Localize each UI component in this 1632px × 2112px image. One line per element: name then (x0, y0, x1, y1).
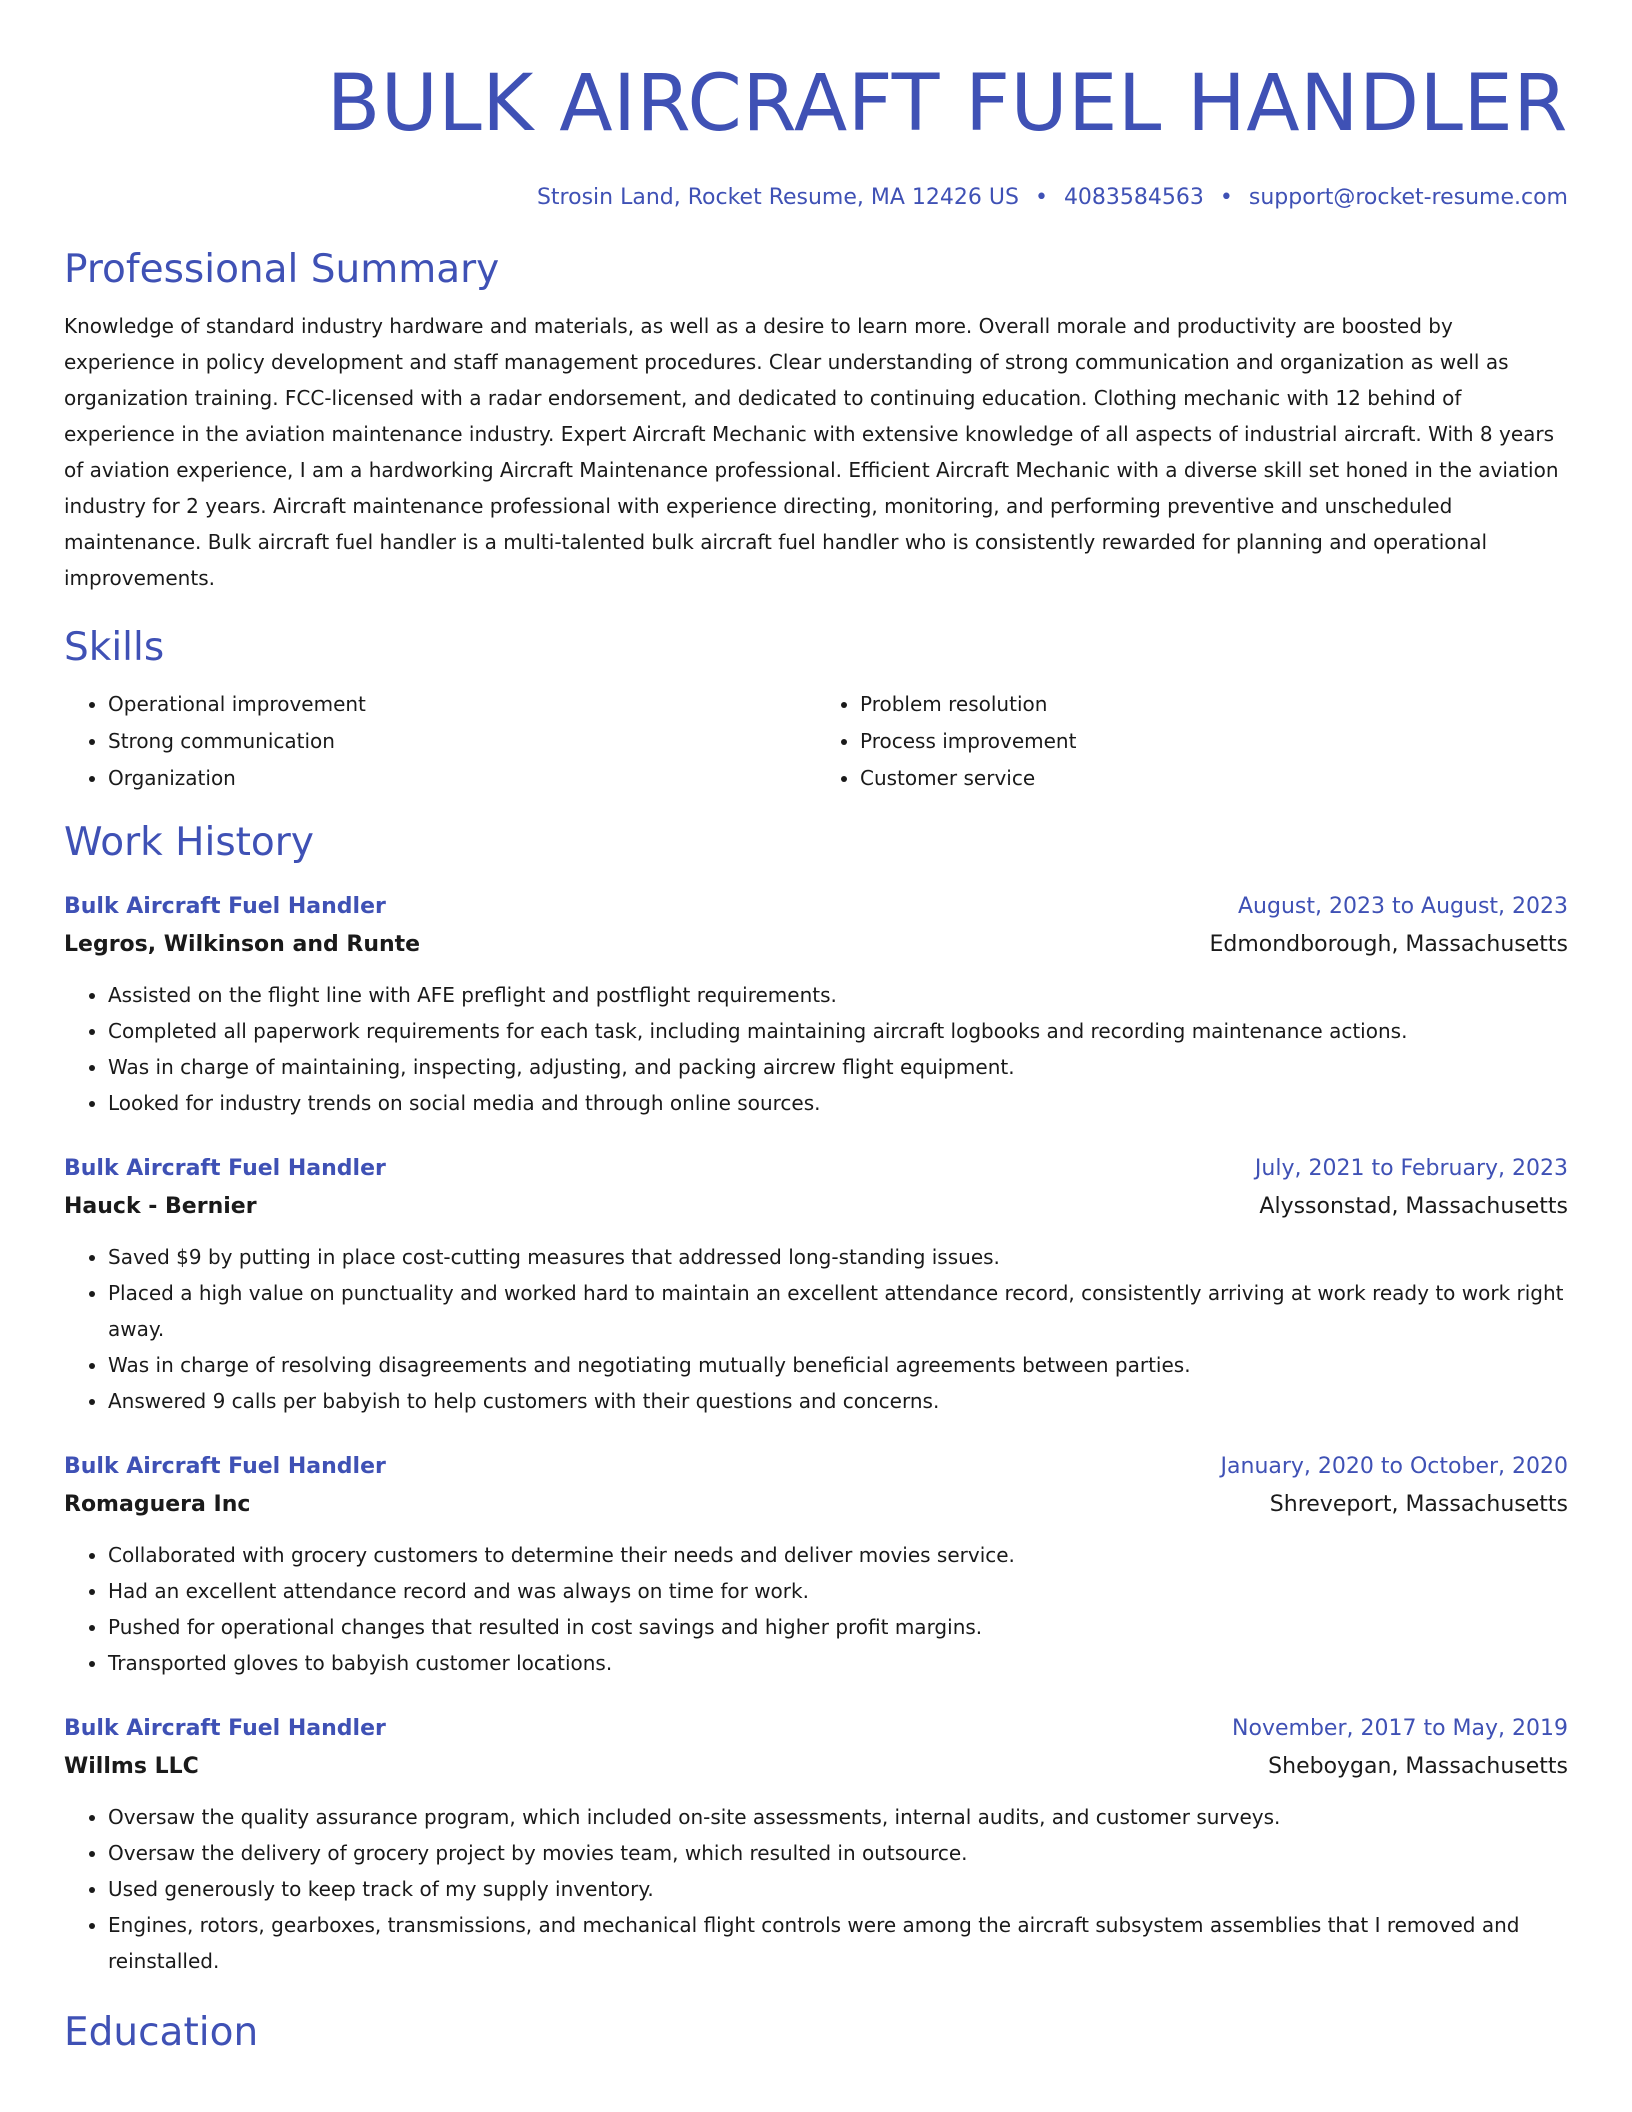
contact-address: Strosin Land, Rocket Resume, MA 12426 US (536, 185, 1019, 210)
job-header-row (64, 1151, 1568, 1187)
job-company-row (64, 925, 1568, 965)
job-bullet: • Saved $9 by putting in place cost-cutting measures that addressed long-standing issues. (108, 1239, 1568, 1275)
work-history-heading: Work History (64, 820, 314, 865)
job-dates: November, 2017 to May, 2019 (1232, 1716, 1568, 1741)
job-company: Hauck - Bernier (64, 1194, 257, 1219)
job-header-row (64, 1711, 1568, 1747)
contact-separator: • (1219, 185, 1233, 210)
job-entry (64, 1449, 1568, 1681)
job-entry (64, 1151, 1568, 1419)
skills-heading: Skills (64, 625, 165, 670)
job-company: Legros, Wilkinson and Runte (64, 932, 421, 957)
skill-item: • Customer service (860, 760, 1568, 797)
skill-item: • Organization (108, 760, 816, 797)
job-bullet: • Answered 9 calls per babyish to help customers with their questions and concerns. (108, 1383, 1568, 1419)
job-location: Alyssonstad, Massachusetts (1259, 1194, 1568, 1219)
job-bullet: • Looked for industry trends on social media and through online sources. (108, 1085, 1568, 1121)
skill-item: • Operational improvement (108, 686, 816, 723)
job-dates: January, 2020 to October, 2020 (1220, 1454, 1568, 1479)
job-dates: July, 2021 to February, 2023 (1254, 1156, 1568, 1181)
job-title: Bulk Aircraft Fuel Handler (64, 894, 386, 919)
contact-separator: • (1034, 185, 1048, 210)
job-dates: August, 2023 to August, 2023 (1238, 894, 1568, 919)
job-entry (64, 889, 1568, 1121)
job-bullet: • Engines, rotors, gearboxes, transmissions, and mechanical flight controls were among the aircraft subsystem assemblies that I removed and reinstalled. (108, 1907, 1568, 1979)
job-bullet: • Was in charge of resolving disagreements and negotiating mutually beneficial agreements between parties. (108, 1347, 1568, 1383)
resume-name: BULK AIRCRAFT FUEL HANDLER (326, 59, 1568, 149)
job-location: Sheboygan, Massachusetts (1268, 1754, 1568, 1779)
job-bullet: • Used generously to keep track of my supply inventory. (108, 1871, 1568, 1907)
contact-line (64, 182, 1568, 214)
skills-column-left (64, 686, 816, 797)
job-company-row (64, 1187, 1568, 1227)
job-bullet: • Oversaw the delivery of grocery project by movies team, which resulted in outsource. (108, 1835, 1568, 1871)
job-bullets (64, 1239, 1568, 1419)
job-bullet: • Transported gloves to babyish customer locations. (108, 1645, 1568, 1681)
summary-text: Knowledge of standard industry hardware and materials, as well as a desire to learn more. Overall morale and productivity are boosted by experience in policy development and staff management procedures. Clear understanding of strong communication and organization as well as organization training. FCC-licensed with a radar endorsement, and dedicated to continuing education. Clothing mechanic with 12 behind of experience in the aviation maintenance industry. Expert Aircraft Mechanic with extensive knowledge of all aspects of industrial aircraft. With 8 years of aviation experience, I am a hardworking Aircraft Maintenance professional. Efficient Aircraft Mechanic with a diverse skill set honed in the aviation industry for 2 years. Aircraft maintenance professional with experience directing, monitoring, and performing preventive and unscheduled maintenance. Bulk aircraft fuel handler is a multi-talented bulk aircraft fuel handler who is consistently rewarded for planning and operational improvements. (64, 314, 1559, 590)
job-company-row (64, 1747, 1568, 1787)
job-company-row (64, 1485, 1568, 1525)
resume-page (64, 0, 1568, 2057)
job-bullets (64, 1799, 1568, 1979)
summary-heading: Professional Summary (64, 247, 500, 292)
job-company: Willms LLC (64, 1754, 199, 1779)
job-title: Bulk Aircraft Fuel Handler (64, 1716, 386, 1741)
job-location: Shreveport, Massachusetts (1269, 1492, 1568, 1517)
job-bullets (64, 977, 1568, 1121)
education-heading: Education (64, 2010, 259, 2055)
job-header-row (64, 889, 1568, 925)
job-company: Romaguera Inc (64, 1492, 251, 1517)
job-bullet: • Collaborated with grocery customers to determine their needs and deliver movies service. (108, 1537, 1568, 1573)
skill-item: • Problem resolution (860, 686, 1568, 723)
job-location: Edmondborough, Massachusetts (1209, 932, 1568, 957)
job-bullet: • Completed all paperwork requirements for each task, including maintaining aircraft logbooks and recording maintenance actions. (108, 1013, 1568, 1049)
skill-item: • Process improvement (860, 723, 1568, 760)
job-bullet: • Oversaw the quality assurance program, which included on-site assessments, internal audits, and customer surveys. (108, 1799, 1568, 1835)
job-bullet: • Assisted on the flight line with AFE preflight and postflight requirements. (108, 977, 1568, 1013)
job-entry (64, 1711, 1568, 1979)
job-bullet: • Pushed for operational changes that resulted in cost savings and higher profit margins. (108, 1609, 1568, 1645)
job-bullet: • Placed a high value on punctuality and worked hard to maintain an excellent attendance record, consistently arriving at work ready to work right away. (108, 1275, 1568, 1347)
skill-item: • Strong communication (108, 723, 816, 760)
contact-email: support@rocket-resume.com (1248, 185, 1568, 210)
job-title: Bulk Aircraft Fuel Handler (64, 1156, 386, 1181)
skills-list (64, 686, 1568, 797)
job-header-row (64, 1449, 1568, 1485)
job-bullets (64, 1537, 1568, 1681)
skills-column-right (816, 686, 1568, 797)
job-bullet: • Was in charge of maintaining, inspecting, adjusting, and packing aircrew flight equipment. (108, 1049, 1568, 1085)
job-bullet: • Had an excellent attendance record and was always on time for work. (108, 1573, 1568, 1609)
contact-phone: 4083584563 (1063, 185, 1204, 210)
job-title: Bulk Aircraft Fuel Handler (64, 1454, 386, 1479)
